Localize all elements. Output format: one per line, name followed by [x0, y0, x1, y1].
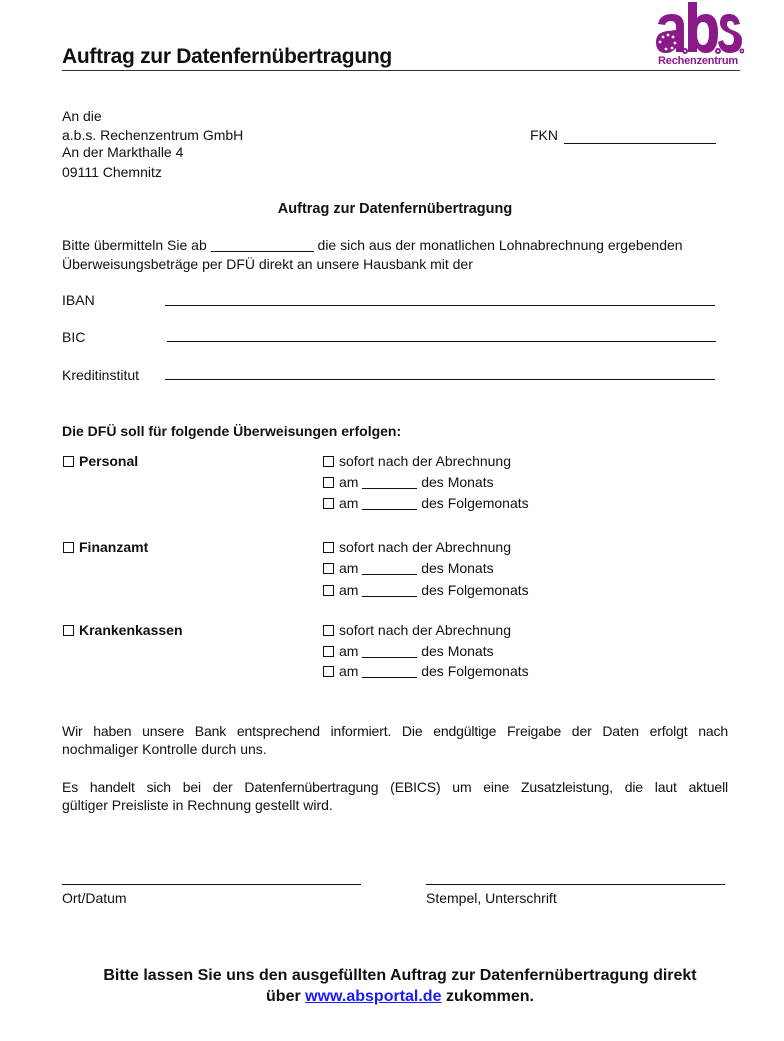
place-date-label: Ort/Datum — [62, 890, 127, 906]
option-immediate[interactable] — [323, 452, 511, 470]
footer-line2 — [40, 986, 760, 1007]
footer-suffix: zukommen. — [445, 988, 534, 1005]
intro-text — [62, 236, 683, 254]
checkbox[interactable] — [323, 456, 334, 467]
notice1-line2: nochmaliger Kontrolle durch uns. — [62, 741, 267, 757]
option-suffix: des Folgemonats — [421, 495, 529, 511]
kreditinstitut-field[interactable] — [165, 364, 715, 380]
transfer-heading: Die DFÜ soll für folgende Überweisungen erfolgen: — [62, 423, 402, 439]
fkn-label: FKN — [530, 127, 558, 143]
logo-subtitle: Rechenzentrum — [658, 55, 738, 67]
address-line: An der Markthalle 4 — [62, 144, 184, 160]
option-label: sofort nach der Abrechnung — [339, 539, 512, 555]
group-label: Finanzamt — [79, 539, 149, 555]
option-immediate[interactable] — [323, 621, 511, 639]
checkbox[interactable] — [323, 585, 334, 596]
day-field[interactable] — [362, 676, 417, 678]
option-prefix: am — [339, 582, 359, 598]
fkn-field[interactable] — [564, 127, 716, 144]
footer-prefix: über — [266, 988, 301, 1005]
checkbox[interactable] — [63, 625, 74, 636]
option-day-of-next-month[interactable] — [323, 662, 529, 680]
place-date-line[interactable] — [62, 884, 361, 885]
document-title: Auftrag zur Datenfernübertragung — [62, 45, 392, 68]
iban-label: IBAN — [62, 292, 95, 308]
checkbox[interactable] — [323, 563, 334, 574]
option-day-of-next-month[interactable] — [323, 494, 529, 512]
option-label: sofort nach der Abrechnung — [339, 622, 512, 638]
day-field[interactable] — [362, 508, 417, 510]
address-line: An die — [62, 108, 102, 124]
header-rule — [62, 70, 740, 71]
option-suffix: des Folgemonats — [421, 582, 529, 598]
section-subtitle: Auftrag zur Datenfernübertragung — [277, 201, 513, 217]
logo-letter-a — [656, 14, 684, 53]
logo-letter-b — [688, 2, 718, 53]
footer-note — [40, 965, 760, 1007]
stamp-signature-label: Stempel, Unterschrift — [426, 890, 557, 906]
group-personal[interactable] — [63, 452, 138, 470]
checkbox[interactable] — [63, 456, 74, 467]
option-prefix: am — [339, 560, 359, 576]
day-field[interactable] — [362, 573, 417, 575]
intro-part2: die sich aus der monatlichen Lohnabrechnung ergebenden — [317, 237, 683, 253]
absportal-link[interactable]: www.absportal.de — [305, 988, 442, 1005]
group-finanzamt[interactable] — [63, 538, 148, 556]
day-field[interactable] — [362, 487, 417, 489]
checkbox[interactable] — [323, 542, 334, 553]
option-day-of-month[interactable] — [323, 642, 494, 660]
stamp-signature-line[interactable] — [426, 884, 725, 885]
kreditinstitut-label: Kreditinstitut — [62, 367, 140, 383]
option-prefix: am — [339, 663, 359, 679]
option-suffix: des Monats — [421, 643, 494, 659]
option-day-of-next-month[interactable] — [323, 581, 529, 599]
logo-letter-s — [718, 14, 742, 53]
group-label: Personal — [79, 453, 139, 469]
day-field[interactable] — [362, 595, 417, 597]
option-prefix: am — [339, 643, 359, 659]
option-label: sofort nach der Abrechnung — [339, 453, 512, 469]
notice1-line1: Wir haben unsere Bank entsprechend informiert. Die endgültige Freigabe der Daten erfolgt nach — [62, 723, 728, 739]
checkbox[interactable] — [323, 625, 334, 636]
notice2-line2: gültiger Preisliste in Rechnung gestellt wird. — [62, 797, 333, 813]
intro-line2: Überweisungsbeträge per DFÜ direkt an unsere Hausbank mit der — [62, 256, 473, 272]
option-prefix: am — [339, 474, 359, 490]
option-suffix: des Monats — [421, 474, 494, 490]
checkbox[interactable] — [323, 498, 334, 509]
bic-label: BIC — [62, 329, 86, 345]
option-prefix: am — [339, 495, 359, 511]
checkbox[interactable] — [323, 477, 334, 488]
checkbox[interactable] — [323, 646, 334, 657]
bic-field[interactable] — [167, 326, 716, 342]
day-field[interactable] — [362, 656, 417, 658]
option-immediate[interactable] — [323, 538, 511, 556]
option-day-of-month[interactable] — [323, 559, 494, 577]
checkbox[interactable] — [63, 542, 74, 553]
start-date-field[interactable] — [211, 250, 314, 252]
address-line: a.b.s. Rechenzentrum GmbH — [62, 127, 244, 143]
intro-part1: Bitte übermitteln Sie ab — [62, 237, 207, 253]
option-suffix: des Monats — [421, 560, 494, 576]
option-suffix: des Folgemonats — [421, 663, 529, 679]
group-label: Krankenkassen — [79, 622, 183, 638]
checkbox[interactable] — [323, 666, 334, 677]
option-day-of-month[interactable] — [323, 473, 494, 491]
notice2-line1: Es handelt sich bei der Datenfernübertragung (EBICS) um eine Zusatzleistung, die laut aktuell — [62, 779, 728, 795]
footer-line1: Bitte lassen Sie uns den ausgefüllten Auftrag zur Datenfernübertragung direkt — [103, 967, 697, 984]
group-krankenkassen[interactable] — [63, 621, 183, 639]
address-line: 09111 Chemnitz — [62, 164, 162, 180]
iban-field[interactable] — [165, 290, 715, 306]
